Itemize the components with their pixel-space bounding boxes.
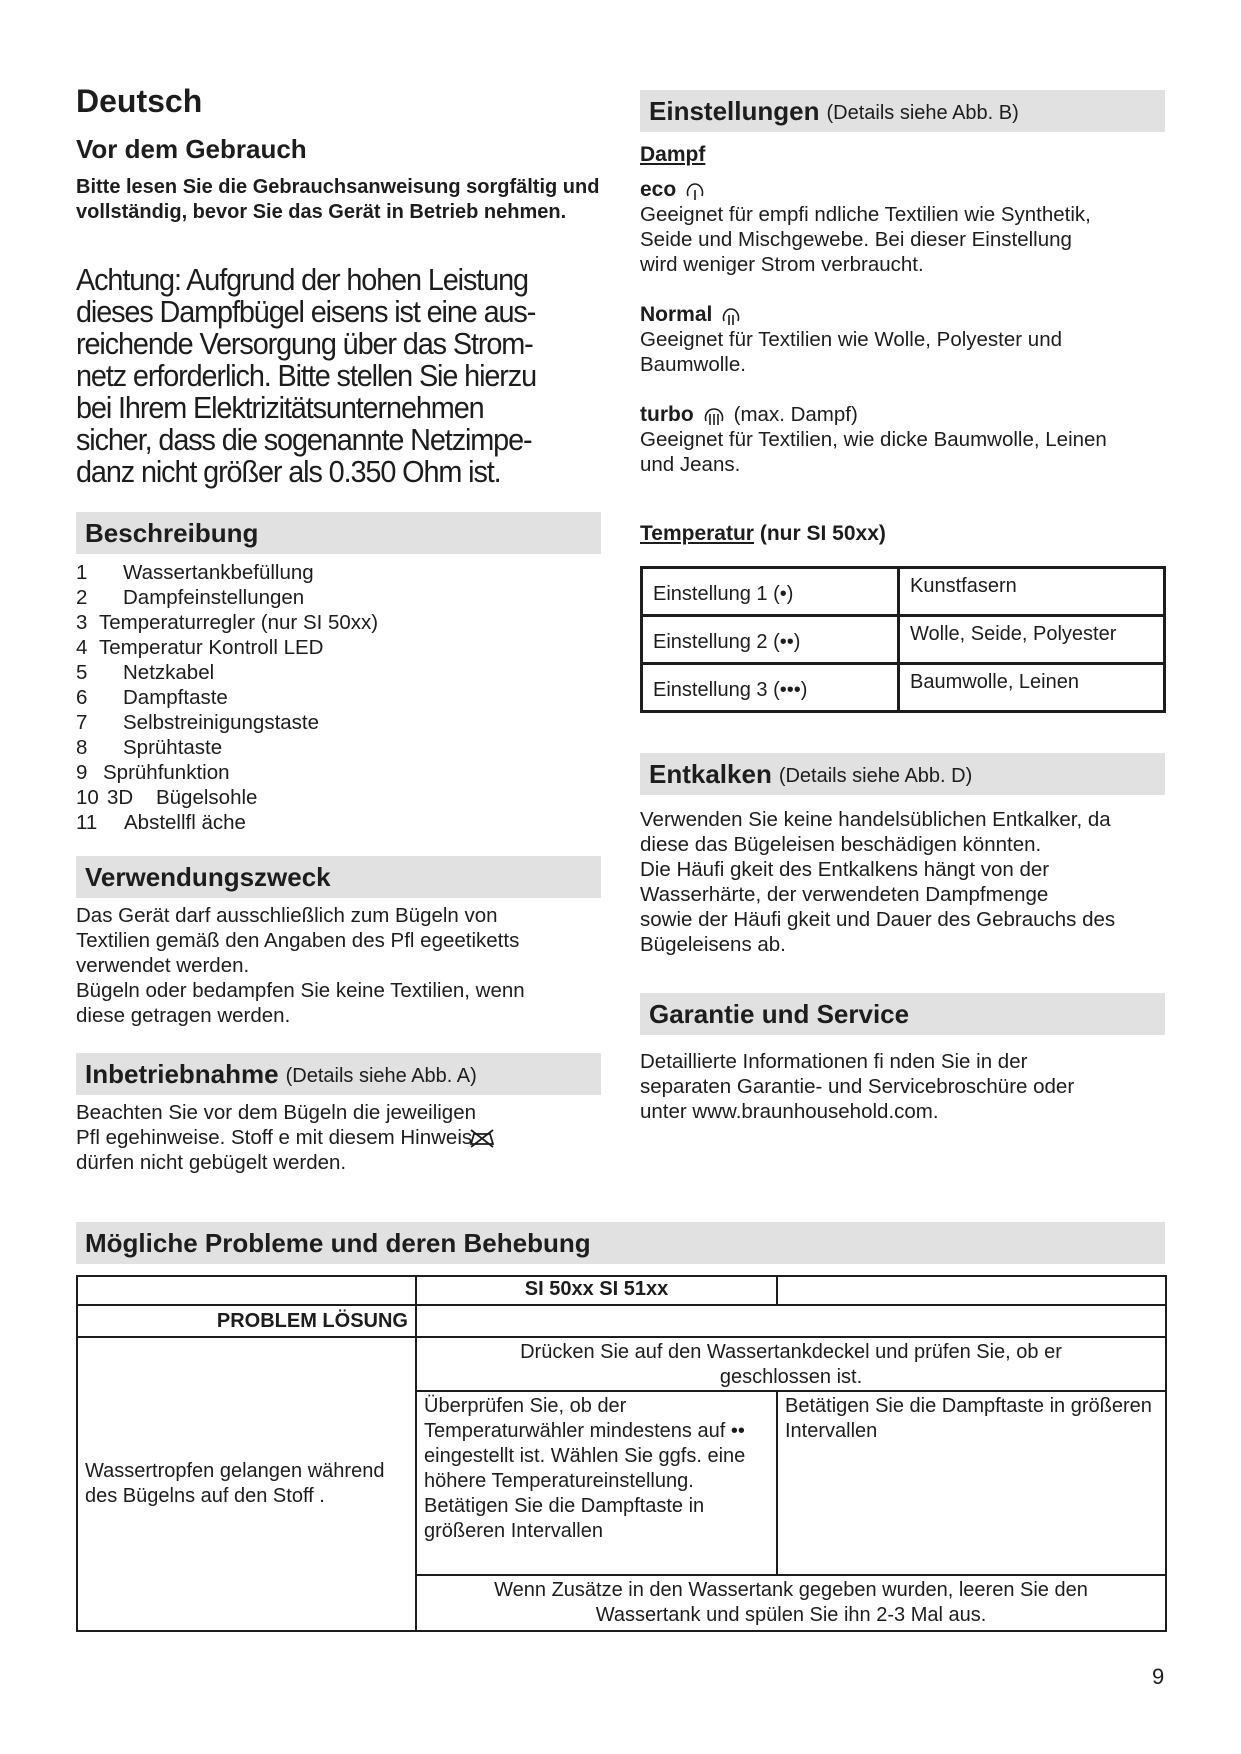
problem-cell: Wassertropfen gelangen während des Bügelns auf den Stoff . (77, 1337, 416, 1631)
list-item: 10 3D Bügelsohle (76, 786, 258, 809)
list-item: 8 Sprühtaste (76, 736, 223, 759)
list-item: 4 Temperatur Kontroll LED (76, 636, 324, 659)
table-row (77, 1305, 1166, 1337)
steam-eco-icon (684, 178, 706, 202)
steam-turbo-icon (702, 403, 726, 427)
solution-cell-si50: Überprüfen Sie, ob der Temperaturwähler mindestens auf •• eingestellt ist. Wählen Sie ggfs. eine höhere Temperatureinstellung. Betätigen Sie die Dampftaste in größeren Intervallen (416, 1391, 777, 1575)
startup-header (76, 1053, 601, 1095)
mode-eco-name: eco (640, 178, 677, 201)
descaling-title: Entkalken (649, 758, 772, 789)
temperature-heading (640, 522, 1165, 546)
solution-cell: Wenn Zusätze in den Wassertank gegeben wurden, leeren Sie den Wassertank und spülen Sie ihn 2-3 Mal aus. (416, 1575, 1166, 1631)
language-title: Deutsch (76, 83, 203, 119)
troubleshooting-header (76, 1222, 1165, 1264)
warning-line: Achtung: Aufgrund der hohen Leistung (76, 262, 528, 297)
mode-turbo-note: (max. Dampf) (733, 403, 858, 426)
list-item: 11 Abstellfl äche (76, 811, 246, 834)
purpose-text: Das Gerät darf ausschließlich zum Bügeln von Textilien gemäß den Angaben des Pfl egeetiketts verwendet werden. Bügeln oder bedampfen Sie keine Textilien, wenn diese getragen werden. (76, 904, 525, 1027)
problem-solution-header: PROBLEM LÖSUNG (77, 1305, 416, 1337)
startup-note: (Details siehe Abb. A) (285, 1064, 477, 1087)
table-row (77, 1337, 1166, 1391)
solution-cell-si51: Betätigen Sie die Dampftaste in größeren Intervallen (777, 1391, 1166, 1575)
troubleshooting-table (76, 1275, 1167, 1632)
list-item: 5 Netzkabel (76, 661, 215, 684)
settings-header (640, 90, 1165, 132)
mode-normal: Normal Geeignet für Textilien wie Wolle, Polyester und Baumwolle. (640, 303, 1062, 376)
warning-line: bei Ihrem Elektrizitätsunternehmen (76, 390, 484, 425)
warning-line: danz nicht größer als 0.350 Ohm ist. (76, 454, 501, 489)
description-header (76, 512, 601, 554)
table-row: Einstellung 3 (•••) Baumwolle, Leinen (642, 664, 1165, 712)
purpose-title: Verwendungszweck (85, 861, 331, 892)
description-title: Beschreibung (85, 517, 259, 548)
warning-line: reichende Versorgung über das Strom- (76, 326, 533, 361)
warranty-title: Garantie und Service (649, 998, 910, 1029)
temperature-suffix: (nur SI 50xx) (759, 522, 886, 545)
table-row (77, 1276, 1166, 1305)
warning-block (76, 264, 601, 488)
settings-note: (Details siehe Abb. B) (826, 101, 1019, 124)
table-row: Einstellung 2 (••) Wolle, Seide, Polyester (642, 616, 1165, 664)
list-item: 6 Dampftaste (76, 686, 228, 709)
mode-turbo: turbo (max. Dampf) Geeignet für Textilien, wie dicke Baumwolle, Leinen und Jeans. (640, 403, 1107, 476)
descaling-note: (Details siehe Abb. D) (778, 764, 973, 787)
steam-normal-icon (720, 303, 742, 327)
solution-cell: Drücken Sie auf den Wassertankdeckel und prüfen Sie, ob er geschlossen ist. (416, 1337, 1166, 1391)
intro-text: Bitte lesen Sie die Gebrauchsanweisung sorgfältig und vollständig, bevor Sie das Gerät in Betrieb nehmen. (76, 176, 600, 223)
temperature-label: Temperatur (640, 522, 754, 545)
startup-text: Beachten Sie vor dem Bügeln die jeweiligen Pfl egehinweise. Stoff e mit diesem Hinweis dürfen nicht gebügelt werden. (76, 1100, 601, 1175)
descaling-header (640, 753, 1165, 795)
list-item: 7 Selbstreinigungstaste (76, 711, 320, 734)
mode-normal-name: Normal (640, 303, 713, 326)
list-item: 2 Dampfeinstellungen (76, 586, 305, 609)
description-list (76, 560, 601, 835)
warning-line: dieses Dampfbügel eisens ist eine aus- (76, 294, 536, 329)
warning-line: sicher, dass die sogenannte Netzimpe- (76, 422, 532, 457)
table-row: Einstellung 1 (•) Kunstfasern (642, 568, 1165, 616)
descaling-text: Verwenden Sie keine handelsüblichen Entkalker, da diese das Bügeleisen beschädigen könnten. Die Häufi gkeit des Entkalkens hängt von der Wasserhärte, der verwendeten Dampfmenge sowie der Häufi gkeit und Dauer des Gebrauchs des Bügeleisens ab. (640, 808, 1116, 956)
mode-turbo-name: turbo (640, 403, 694, 426)
startup-title: Inbetriebnahme (85, 1058, 279, 1089)
list-item: 3 Temperaturregler (nur SI 50xx) (76, 611, 379, 634)
steam-label: Dampf (640, 143, 706, 166)
model-header: SI 50xx SI 51xx (416, 1276, 777, 1305)
settings-title: Einstellungen (649, 95, 820, 126)
troubleshooting-title: Mögliche Probleme und deren Behebung (85, 1227, 591, 1258)
purpose-header (76, 856, 601, 898)
before-use-title: Vor dem Gebrauch (76, 134, 307, 164)
warranty-header (640, 993, 1165, 1035)
list-item: 9 Sprühfunktion (76, 761, 230, 784)
temperature-table (640, 566, 1166, 713)
page-number: 9 (1152, 1664, 1165, 1689)
mode-eco: eco Geeignet für empfi ndliche Textilien wie Synthetik, Seide und Mischgewebe. Bei dieser Einstellung wird weniger Strom verbraucht. (640, 178, 1091, 276)
warning-line: netz erforderlich. Bitte stellen Sie hierzu (76, 358, 536, 393)
do-not-iron-icon (468, 1127, 496, 1149)
warranty-text: Detaillierte Informationen fi nden Sie in der separaten Garantie- und Servicebroschüre oder unter www.braunhousehold.com. (640, 1050, 1075, 1123)
list-item: 1 Wassertankbefüllung (76, 561, 314, 584)
